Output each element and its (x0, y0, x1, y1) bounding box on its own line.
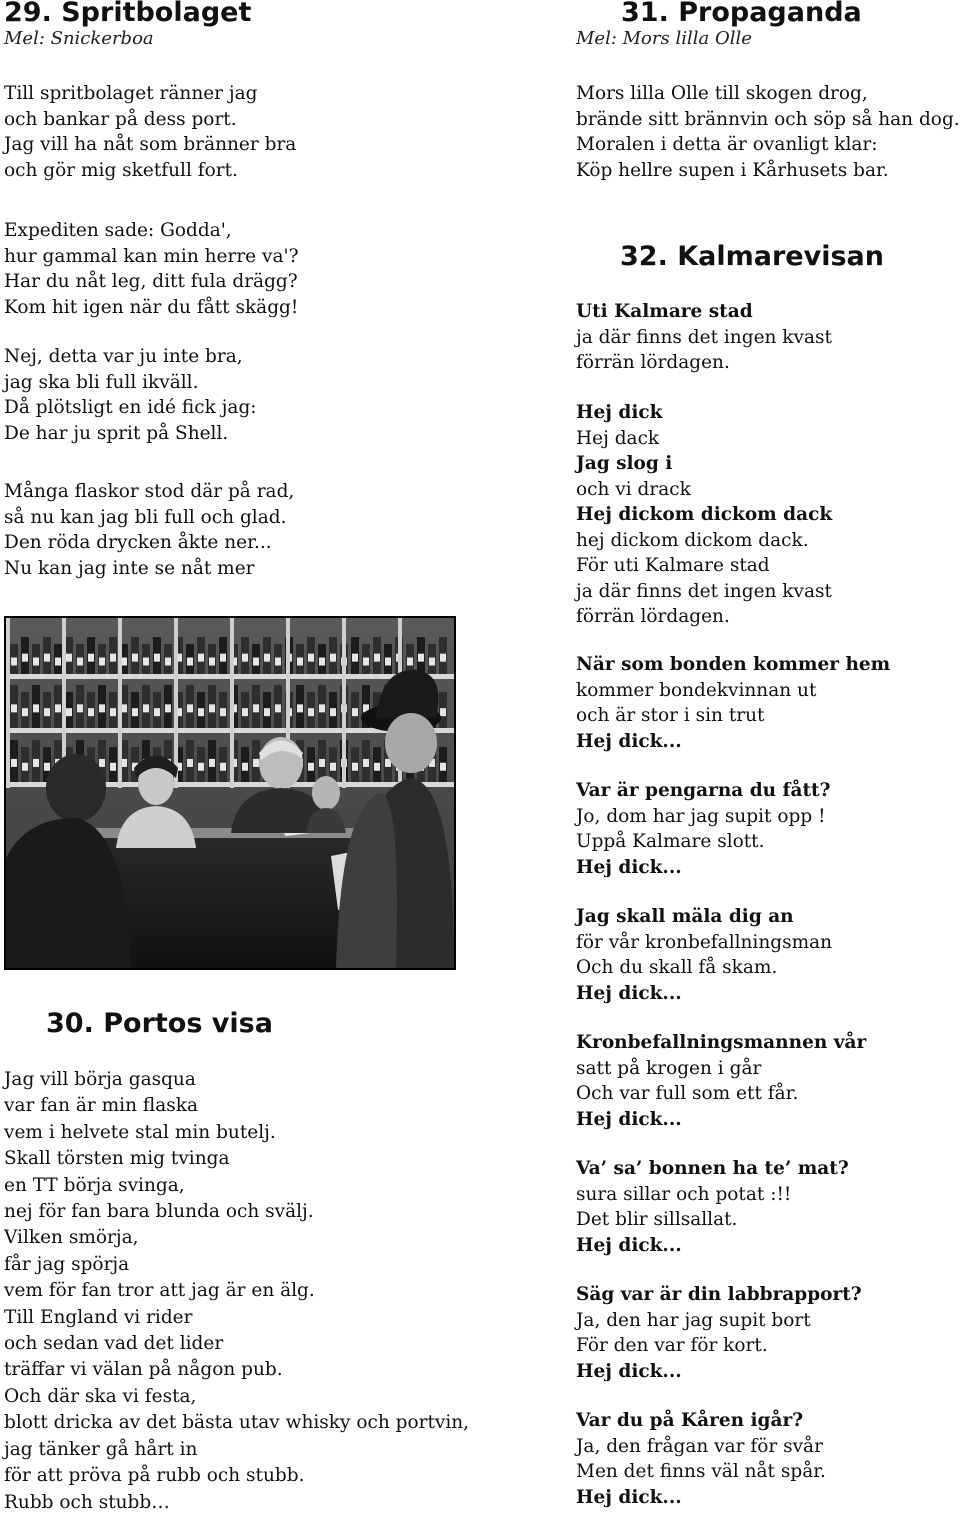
lyric-line: Hej dick... (576, 1108, 682, 1130)
lyric-line: Hej dick... (576, 1486, 682, 1508)
lyric-line: Skall törsten mig tvinga (4, 1148, 230, 1170)
song-31-melody: Mel: Mors lilla Olle (576, 28, 752, 49)
song-29 (4, 0, 524, 579)
lyric-line: Ja, den frågan var för svår (576, 1435, 823, 1457)
song-32 (576, 241, 960, 1508)
lyric-line: ja där finns det ingen kvast (576, 326, 832, 348)
lyric-line: kommer bondekvinnan ut (576, 679, 817, 701)
lyric-line: Och var full som ett får. (576, 1083, 799, 1104)
lyric-line: Hej dack (576, 427, 660, 449)
song-32-verse (576, 1030, 866, 1132)
lyric-line: ja där finns det ingen kvast (576, 580, 832, 602)
lyric-line: Det blir sillsallat. (576, 1209, 738, 1230)
lyric-line: jag ska bli full ikväll. (4, 371, 199, 393)
song-32-verse (576, 400, 832, 630)
lyric-line: sura sillar och potat :!! (576, 1183, 792, 1205)
lyric-line: Hej dick (576, 402, 663, 423)
lyric-line: Många flaskor stod där på rad, (4, 481, 295, 502)
lyric-line: och sedan vad det lider (4, 1333, 224, 1355)
lyric-line: Nu kan jag inte se nåt mer (4, 557, 255, 579)
lyric-line: Jag skall mäla dig an (576, 906, 794, 927)
song-30-title: 30. Portos visa (46, 1008, 273, 1039)
song-29-verse-4 (4, 479, 294, 581)
lyric-line: Och där ska vi festa, (4, 1385, 197, 1407)
lyric-line: Nej, detta var ju inte bra, (4, 346, 243, 367)
lyric-line: träffar vi välan på någon pub. (4, 1359, 283, 1381)
lyric-line: Kronbefallningsmannen vår (576, 1032, 867, 1053)
lyric-line: och bankar på dess port. (4, 108, 237, 130)
song-32-verse (576, 904, 832, 1006)
lyric-line: Jag vill ha nåt som bränner bra (4, 134, 297, 155)
song-31 (576, 0, 960, 181)
song-30 (4, 1008, 524, 1513)
lyric-line: var fan är min flaska (4, 1095, 198, 1117)
lyric-line: Då plötsligt en idé fick jag: (4, 397, 257, 418)
lyric-line: Hej dick... (576, 856, 682, 878)
lyric-line: För den var för kort. (576, 1335, 768, 1356)
song-29-verse-1 (4, 81, 296, 183)
lyric-line: hej dickom dickom dack. (576, 529, 809, 551)
lyric-line: Till England vi rider (4, 1306, 193, 1328)
lyric-line: jag tänker gå hårt in (4, 1438, 198, 1460)
lyric-line: förrän lördagen. (576, 606, 730, 627)
lyric-line: De har ju sprit på Shell. (4, 422, 229, 444)
song-29-verse-3 (4, 344, 257, 446)
lyric-line: Rubb och stubb… (4, 1491, 170, 1513)
song-29-verse-2 (4, 218, 299, 320)
lyric-line: Och du skall få skam. (576, 957, 778, 978)
song-29-melody: Mel: Snickerboa (4, 28, 154, 49)
lyric-line: Men det finns väl nåt spår. (576, 1461, 826, 1482)
lyric-line: för att pröva på rubb och stubb. (4, 1465, 305, 1487)
lyric-line: får jag spörja (4, 1253, 130, 1275)
song-32-verse (576, 1408, 826, 1510)
lyric-line: vem i helvete stal min butelj. (4, 1121, 276, 1143)
lyric-line: Hej dick... (576, 730, 682, 752)
lyric-line: så nu kan jag bli full och glad. (4, 506, 287, 528)
lyric-line: Hej dick... (576, 1360, 682, 1382)
song-31-verse (576, 81, 960, 183)
lyric-line: Jag slog i (576, 453, 673, 474)
lyric-line: förrän lördagen. (576, 352, 730, 373)
song-32-verse (576, 652, 890, 754)
lyric-line: brände sitt brännvin och söp så han dog. (576, 108, 960, 130)
lyric-line: Moralen i detta är ovanligt klar: (576, 134, 878, 155)
lyric-line: Kom hit igen när du fått skägg! (4, 296, 299, 318)
lyric-line: Vilken smörja, (4, 1227, 139, 1249)
lyric-line: hur gammal kan min herre va'? (4, 245, 299, 267)
lyric-line: för vår kronbefallningsman (576, 931, 833, 953)
lyric-line: blott dricka av det bästa utav whisky och portvin, (4, 1412, 470, 1434)
lyric-line: Var du på Kåren igår? (576, 1410, 804, 1431)
lyric-line: nej för fan bara blunda och svälj. (4, 1201, 314, 1223)
lyric-line: en TT börja svinga, (4, 1174, 185, 1196)
song-29-title: 29. Spritbolaget (4, 0, 252, 28)
lyric-line: Va’ sa’ bonnen ha te’ mat? (576, 1158, 849, 1179)
lyric-line: Hej dick... (576, 982, 682, 1004)
lyric-line: och är stor i sin trut (576, 705, 765, 726)
song-32-verse (576, 299, 832, 376)
lyric-line: Köp hellre supen i Kårhusets bar. (576, 159, 889, 181)
song-32-title: 32. Kalmarevisan (620, 241, 884, 272)
lyric-line: Uti Kalmare stad (576, 301, 753, 322)
lyric-line: Mors lilla Olle till skogen drog, (576, 83, 868, 104)
lyric-line: Jo, dom har jag supit opp ! (576, 805, 826, 827)
lyric-line: Har du nåt leg, ditt fula drägg? (4, 271, 298, 292)
lyric-line: När som bonden kommer hem (576, 654, 891, 675)
lyric-line: Säg var är din labbrapport? (576, 1284, 862, 1305)
lyric-line: och vi drack (576, 478, 691, 500)
song-32-verse (576, 1282, 862, 1384)
lyric-line: Var är pengarna du fått? (576, 780, 831, 801)
song-32-verse (576, 1156, 849, 1258)
lyric-line: och gör mig sketfull fort. (4, 159, 238, 181)
lyric-line: Hej dickom dickom dack (576, 504, 833, 525)
song-31-title: 31. Propaganda (621, 0, 862, 28)
lyric-line: Hej dick... (576, 1234, 682, 1256)
lyric-line: Ja, den har jag supit bort (576, 1309, 811, 1331)
lyric-line: satt på krogen i går (576, 1057, 762, 1079)
lyric-line: Jag vill börja gasqua (4, 1069, 196, 1090)
lyric-line: För uti Kalmare stad (576, 555, 770, 576)
liquor-store-photo (4, 616, 456, 970)
lyric-line: Till spritbolaget ränner jag (4, 83, 258, 104)
song-32-verse (576, 778, 830, 880)
song-30-verse (4, 1067, 469, 1516)
lyric-line: vem för fan tror att jag är en älg. (4, 1280, 315, 1302)
lyric-line: Uppå Kalmare slott. (576, 831, 765, 852)
lyric-line: Den röda drycken åkte ner... (4, 532, 272, 553)
lyric-line: Expediten sade: Godda', (4, 220, 232, 241)
